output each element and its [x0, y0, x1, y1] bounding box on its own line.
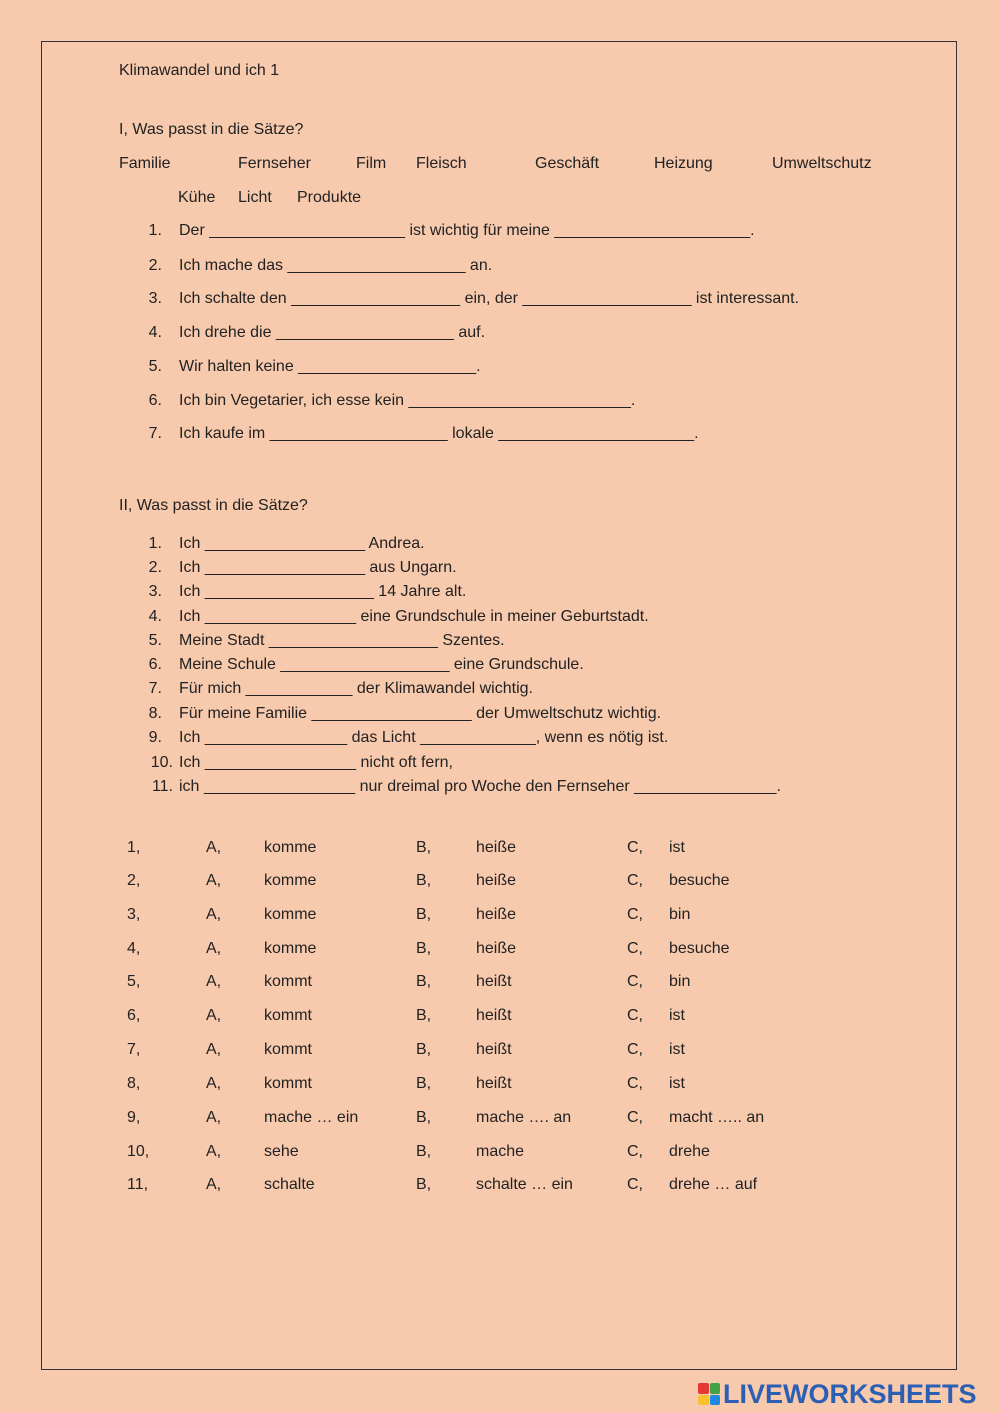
option-letter-b: B,	[416, 940, 432, 957]
fill-in-sentence[interactable]: Meine Stadt ___________________ Szentes.	[179, 632, 505, 649]
fill-in-sentence[interactable]: Ich __________________ Andrea.	[179, 535, 425, 552]
item-number: 10.	[150, 754, 173, 771]
fill-in-sentence[interactable]: Ich _________________ nicht oft fern,	[179, 754, 453, 771]
option-c[interactable]: bin	[669, 973, 691, 990]
word-bank-item: Fernseher	[238, 155, 311, 172]
option-letter-c: C,	[627, 872, 643, 889]
item-number: 9.	[148, 729, 162, 746]
answer-number: 6,	[127, 1007, 141, 1024]
option-a[interactable]: komme	[264, 906, 317, 923]
option-letter-b: B,	[416, 872, 432, 889]
option-letter-c: C,	[627, 1109, 643, 1126]
fill-in-sentence[interactable]: Ich ___________________ 14 Jahre alt.	[179, 583, 467, 600]
option-letter-b: B,	[416, 1041, 432, 1058]
fill-in-sentence[interactable]: Ich drehe die ____________________ auf.	[179, 324, 486, 341]
option-b[interactable]: heißt	[476, 973, 512, 990]
fill-in-sentence[interactable]: Für mich ____________ der Klimawandel wichtig.	[179, 680, 533, 697]
fill-in-sentence[interactable]: Ich _________________ eine Grundschule in meiner Geburtstadt.	[179, 608, 649, 625]
option-letter-a: A,	[206, 940, 222, 957]
option-letter-a: A,	[206, 872, 222, 889]
option-letter-b: B,	[416, 973, 432, 990]
option-b[interactable]: heißt	[476, 1041, 512, 1058]
option-letter-b: B,	[416, 1007, 432, 1024]
item-number: 6.	[148, 392, 162, 409]
fill-in-sentence[interactable]: Ich __________________ aus Ungarn.	[179, 559, 457, 576]
option-letter-a: A,	[206, 1007, 222, 1024]
option-letter-b: B,	[416, 1176, 432, 1193]
option-letter-b: B,	[416, 1075, 432, 1092]
option-letter-c: C,	[627, 1143, 643, 1160]
item-number: 1.	[148, 222, 162, 239]
option-a[interactable]: kommt	[264, 1075, 312, 1092]
option-letter-a: A,	[206, 1075, 222, 1092]
option-a[interactable]: kommt	[264, 1041, 312, 1058]
logo-text: LIVEWORKSHEETS	[723, 1379, 977, 1409]
option-b[interactable]: mache	[476, 1143, 525, 1160]
item-number: 4.	[148, 324, 162, 341]
option-letter-c: C,	[627, 940, 643, 957]
option-c[interactable]: ist	[669, 1007, 685, 1024]
option-a[interactable]: komme	[264, 872, 317, 889]
item-number: 7.	[148, 680, 162, 697]
option-c[interactable]: ist	[669, 1075, 685, 1092]
option-a[interactable]: komme	[264, 940, 317, 957]
answer-number: 1,	[127, 839, 141, 856]
fill-in-sentence[interactable]: Der ______________________ ist wichtig für meine ______________________.	[179, 222, 755, 239]
item-number: 2.	[148, 257, 162, 274]
word-bank-item: Fleisch	[416, 155, 467, 172]
option-b[interactable]: heiße	[476, 872, 517, 889]
fill-in-sentence[interactable]: Ich ________________ das Licht _____________, wenn es nötig ist.	[179, 729, 669, 746]
option-a[interactable]: schalte	[264, 1176, 315, 1193]
option-b[interactable]: heiße	[476, 839, 517, 856]
item-number: 2.	[148, 559, 162, 576]
option-letter-b: B,	[416, 1143, 432, 1160]
word-bank-item: Umweltschutz	[772, 155, 872, 172]
option-a[interactable]: kommt	[264, 1007, 312, 1024]
option-a[interactable]: kommt	[264, 973, 312, 990]
option-letter-a: A,	[206, 906, 222, 923]
fill-in-sentence[interactable]: Meine Schule ___________________ eine Grundschule.	[179, 656, 584, 673]
option-b[interactable]: heißt	[476, 1075, 512, 1092]
option-letter-a: A,	[206, 839, 222, 856]
option-letter-c: C,	[627, 906, 643, 923]
option-a[interactable]: komme	[264, 839, 317, 856]
fill-in-sentence[interactable]: Für meine Familie __________________ der Umweltschutz wichtig.	[179, 705, 662, 722]
item-number: 8.	[148, 705, 162, 722]
option-letter-c: C,	[627, 1041, 643, 1058]
option-c[interactable]: drehe	[669, 1143, 710, 1160]
item-number: 3.	[148, 290, 162, 307]
answer-number: 9,	[127, 1109, 141, 1126]
word-bank-item: Film	[356, 155, 387, 172]
option-a[interactable]: mache … ein	[264, 1109, 359, 1126]
answer-number: 11,	[127, 1176, 149, 1193]
option-c[interactable]: ist	[669, 839, 685, 856]
option-letter-a: A,	[206, 1143, 222, 1160]
fill-in-sentence[interactable]: Ich mache das ____________________ an.	[179, 257, 493, 274]
option-letter-c: C,	[627, 839, 643, 856]
option-letter-c: C,	[627, 973, 643, 990]
logo-badge-icon	[698, 1383, 720, 1405]
word-bank-item: Heizung	[654, 155, 713, 172]
answer-number: 7,	[127, 1041, 141, 1058]
word-bank-item: Produkte	[297, 189, 362, 206]
option-letter-b: B,	[416, 1109, 432, 1126]
option-a[interactable]: sehe	[264, 1143, 299, 1160]
word-bank-item: Kühe	[178, 189, 216, 206]
item-number: 5.	[148, 632, 162, 649]
option-b[interactable]: heißt	[476, 1007, 512, 1024]
word-bank-item: Geschäft	[535, 155, 600, 172]
option-c[interactable]: bin	[669, 906, 691, 923]
option-letter-b: B,	[416, 906, 432, 923]
liveworksheets-logo[interactable]	[698, 1380, 977, 1408]
answer-number: 3,	[127, 906, 141, 923]
answer-number: 5,	[127, 973, 141, 990]
section2-heading: II, Was passt in die Sätze?	[119, 497, 308, 514]
option-letter-c: C,	[627, 1075, 643, 1092]
option-b[interactable]: heiße	[476, 906, 517, 923]
item-number: 6.	[148, 656, 162, 673]
answer-number: 10,	[127, 1143, 150, 1160]
worksheet-title: Klimawandel und ich 1	[119, 62, 280, 79]
answer-number: 4,	[127, 940, 141, 957]
word-bank-item: Familie	[119, 155, 171, 172]
answer-number: 2,	[127, 872, 141, 889]
word-bank-item: Licht	[238, 189, 272, 206]
item-number: 5.	[148, 358, 162, 375]
option-letter-c: C,	[627, 1176, 643, 1193]
fill-in-sentence[interactable]: Ich kaufe im ____________________ lokale ______________________.	[179, 425, 699, 442]
option-c[interactable]: ist	[669, 1041, 685, 1058]
option-b[interactable]: heiße	[476, 940, 517, 957]
fill-in-sentence[interactable]: ich _________________ nur dreimal pro Woche den Fernseher ________________.	[179, 778, 781, 795]
item-number: 3.	[148, 583, 162, 600]
option-letter-c: C,	[627, 1007, 643, 1024]
option-c[interactable]: besuche	[669, 940, 730, 957]
option-b[interactable]: schalte … ein	[476, 1176, 573, 1193]
option-letter-a: A,	[206, 1109, 222, 1126]
fill-in-sentence[interactable]: Ich schalte den ___________________ ein, der ___________________ ist interessant.	[179, 290, 800, 307]
option-b[interactable]: mache …. an	[476, 1109, 572, 1126]
option-c[interactable]: macht ….. an	[669, 1109, 765, 1126]
item-number: 4.	[148, 608, 162, 625]
fill-in-sentence[interactable]: Ich bin Vegetarier, ich esse kein _________________________.	[179, 392, 636, 409]
option-c[interactable]: drehe … auf	[669, 1176, 758, 1193]
option-letter-a: A,	[206, 1041, 222, 1058]
item-number: 7.	[148, 425, 162, 442]
option-c[interactable]: besuche	[669, 872, 730, 889]
option-letter-a: A,	[206, 1176, 222, 1193]
answer-number: 8,	[127, 1075, 141, 1092]
item-number: 1.	[148, 535, 162, 552]
item-number: 11.	[151, 778, 173, 795]
section1-heading: I, Was passt in die Sätze?	[119, 121, 304, 138]
option-letter-a: A,	[206, 973, 222, 990]
fill-in-sentence[interactable]: Wir halten keine ____________________.	[179, 358, 481, 375]
option-letter-b: B,	[416, 839, 432, 856]
